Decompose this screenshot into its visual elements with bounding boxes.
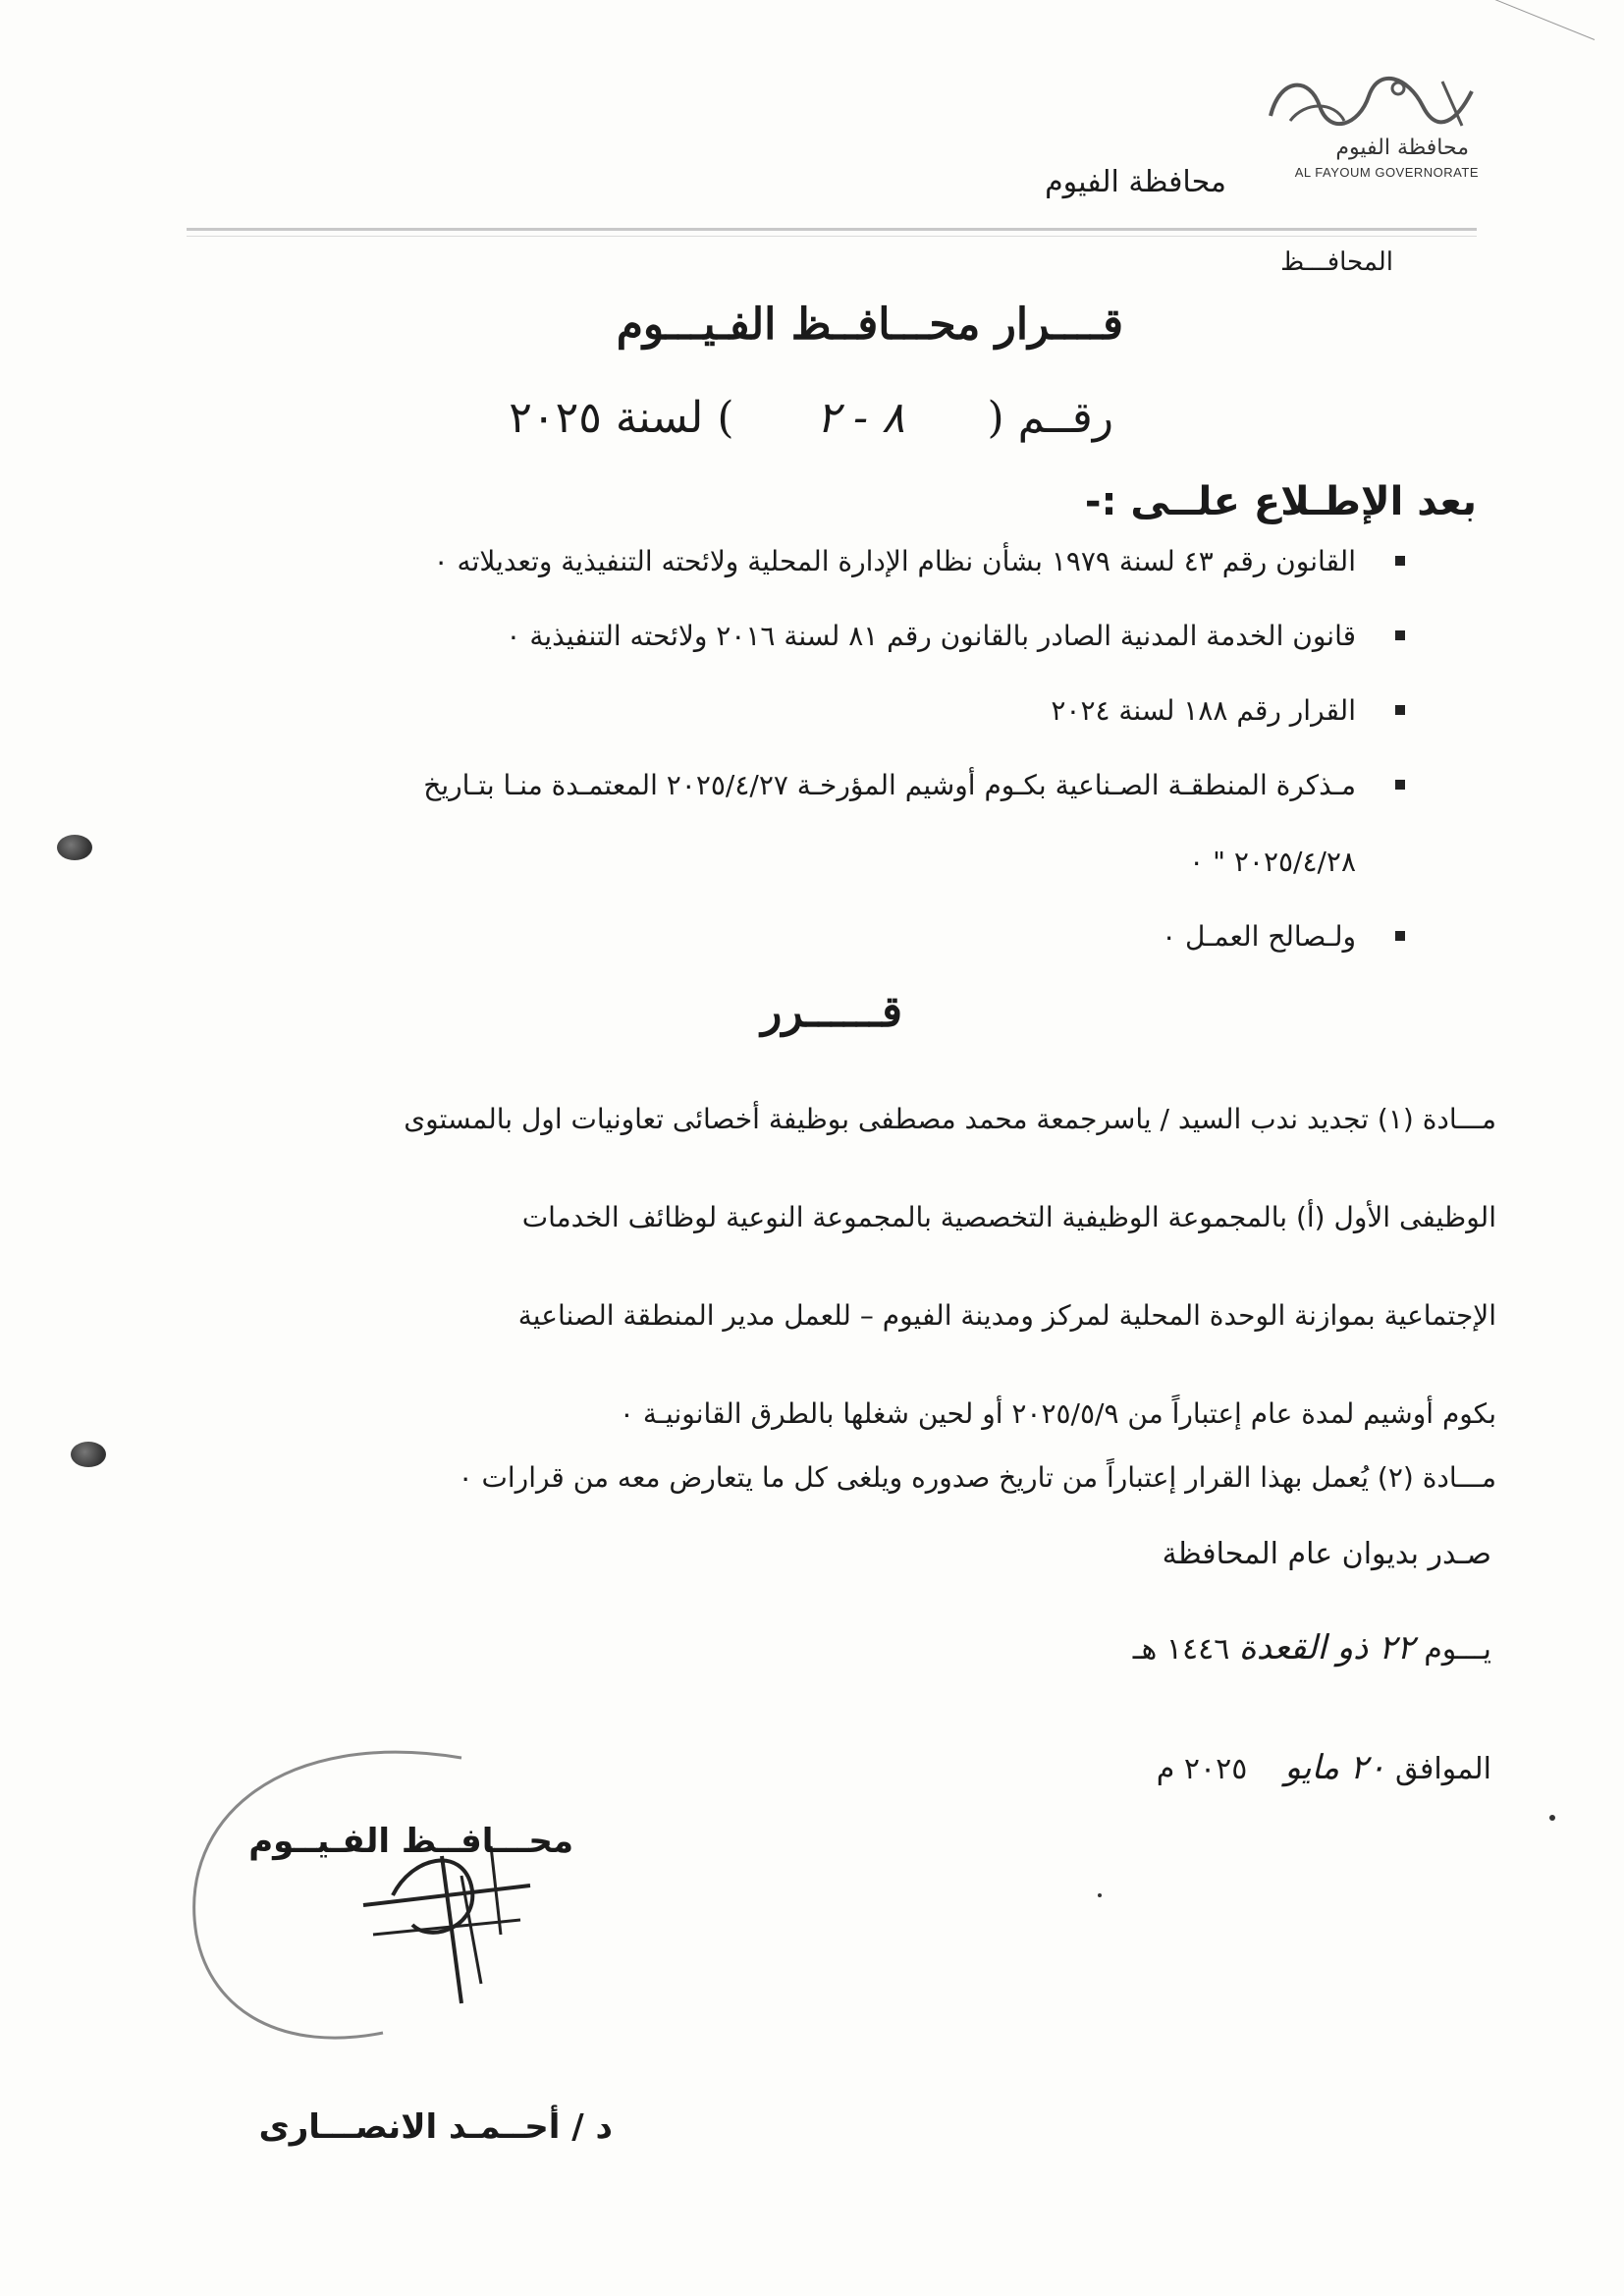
recital-item (195, 691, 1374, 731)
recitals-list (195, 542, 1374, 992)
signatory-name: د / أحــمـد الانصـــارى (258, 2107, 613, 2147)
hijri-date (1133, 1628, 1491, 1667)
office-label: المحافـــظ (1280, 247, 1393, 277)
article-1-line: مـــادة (١) تجديد ندب السيد / ياسرجمعة محمد مصطفى بوظيفة أخصائى تعاونيات اول بالمستوى (404, 1103, 1496, 1135)
recital-item (195, 542, 1374, 581)
governorate-logo (1251, 67, 1487, 185)
greg-label: الموافق (1394, 1752, 1491, 1786)
bullet-square-icon (1395, 556, 1405, 566)
decree-number (509, 393, 1113, 443)
greg-year: ٢٠٢٥ م (1156, 1752, 1248, 1786)
recital-item (195, 766, 1374, 882)
bullet-square-icon (1395, 630, 1405, 640)
article-1 (102, 1070, 1496, 1463)
article-2: مـــادة (٢) يُعمل بهذا القرار إعتباراً من تاريخ صدوره ويلغى كل ما يتعارض معه من قرارات ٠ (458, 1461, 1496, 1494)
decree-number-value: ٨ - ٢ (816, 393, 905, 443)
punch-hole (71, 1442, 106, 1467)
recital-item (195, 917, 1374, 957)
hijri-handwritten: ٢٢ ذو القعدة (1238, 1628, 1415, 1667)
logo-emblem-icon (1251, 67, 1487, 136)
recital-text: مـذكرة المنطقـة الصـناعية بكـوم أوشيم المؤرخـة ٢٠٢٥/٤/٢٧ المعتمـدة منـا بتـاريخ (423, 769, 1356, 801)
article-1-line: بكوم أوشيم لمدة عام إعتباراً من ٢٠٢٥/٥/٩ أو لحين شغلها بالطرق القانونيـة ٠ (619, 1397, 1496, 1430)
governorate-name: محافظة الفيوم (1045, 165, 1226, 199)
decision-heading: قــــــرر (761, 987, 902, 1037)
recital-text: ولـصالح العمـل ٠ (1162, 920, 1356, 953)
signatory-title: محـــافــظ الفـيــوم (248, 1822, 573, 1861)
recital-text: القرار رقم ١٨٨ لسنة ٢٠٢٤ (1051, 694, 1356, 727)
issuance-place: صـدر بديوان عام المحافظة (1162, 1537, 1491, 1571)
scan-artifact-line (1486, 0, 1596, 40)
scan-speck (1098, 1893, 1102, 1897)
logo-english-text: AL FAYOUM GOVERNORATE (1294, 165, 1479, 180)
logo-arabic-text: محافظة الفيوم (1335, 136, 1469, 160)
recital-text: قانون الخدمة المدنية الصادر بالقانون رقم ٨١ لسنة ٢٠١٦ ولائحته التنفيذية ٠ (506, 620, 1356, 652)
recitals-intro: بعد الإطـلاع علــى :- (1084, 479, 1477, 524)
recital-text: القانون رقم ٤٣ لسنة ١٩٧٩ بشأن نظام الإدارة المحلية ولائحته التنفيذية وتعديلاته ٠ (433, 545, 1356, 577)
article-1-line: الإجتماعية بموازنة الوحدة المحلية لمركز ومدينة الفيوم – للعمل مدير المنطقة الصناعية (517, 1299, 1496, 1332)
article-1-line: الوظيفى الأول (أ) بالمجموعة الوظيفية التخصصية بالمجموعة النوعية لوظائف الخدمات (521, 1201, 1496, 1233)
hijri-year: ١٤٤٦ هـ (1132, 1632, 1230, 1667)
decree-number-suffix: ) لسنة ٢٠٢٥ (509, 393, 734, 443)
decree-number-prefix: رقــم ( (987, 393, 1113, 443)
scan-speck (1549, 1815, 1555, 1821)
header-divider (187, 228, 1477, 231)
handwritten-signature (167, 1738, 579, 2072)
bullet-square-icon (1395, 780, 1405, 790)
decree-title: قــــرار محـــافــظ الفـيـــوم (616, 300, 1123, 350)
gregorian-date (1157, 1748, 1491, 1787)
bullet-square-icon (1395, 931, 1405, 941)
day-label: يـــوم (1424, 1632, 1491, 1667)
header-divider-thin (187, 236, 1477, 237)
recital-item (195, 617, 1374, 656)
bullet-square-icon (1395, 705, 1405, 715)
recital-continuation: ٢٠٢٥/٤/٢٨ " ٠ (1189, 846, 1356, 878)
punch-hole (57, 835, 92, 860)
greg-handwritten: ٢٠ مايو (1284, 1748, 1386, 1787)
